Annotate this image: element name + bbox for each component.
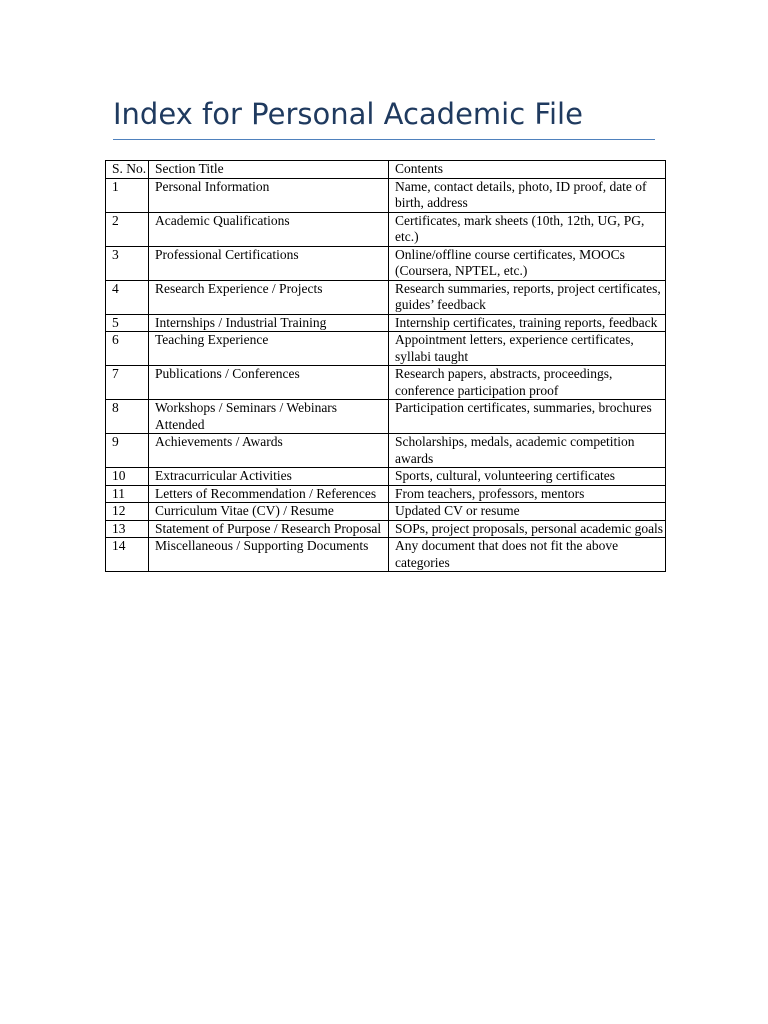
row-section-title: Miscellaneous / Supporting Documents [149, 538, 389, 572]
row-sno: 7 [106, 366, 149, 400]
row-sno: 8 [106, 400, 149, 434]
row-section-title: Research Experience / Projects [149, 280, 389, 314]
row-contents: Sports, cultural, volunteering certificates [389, 468, 666, 486]
header-section-title: Section Title [149, 161, 389, 179]
table-row [106, 468, 666, 486]
row-section-title: Publications / Conferences [149, 366, 389, 400]
table-row [106, 246, 666, 280]
row-sno: 2 [106, 212, 149, 246]
row-contents: Research papers, abstracts, proceedings, conference participation proof [389, 366, 666, 400]
row-section-title: Professional Certifications [149, 246, 389, 280]
table-row [106, 538, 666, 572]
row-sno: 4 [106, 280, 149, 314]
table-row [106, 280, 666, 314]
row-section-title: Letters of Recommendation / References [149, 485, 389, 503]
row-sno: 14 [106, 538, 149, 572]
row-section-title: Workshops / Seminars / Webinars Attended [149, 400, 389, 434]
row-contents: Appointment letters, experience certificates, syllabi taught [389, 332, 666, 366]
row-contents: Research summaries, reports, project certificates, guides’ feedback [389, 280, 666, 314]
row-contents: Name, contact details, photo, ID proof, date of birth, address [389, 178, 666, 212]
index-table-body [106, 161, 666, 572]
row-contents: Any document that does not fit the above categories [389, 538, 666, 572]
row-contents: Certificates, mark sheets (10th, 12th, UG, PG, etc.) [389, 212, 666, 246]
table-row [106, 314, 666, 332]
table-row [106, 366, 666, 400]
row-sno: 6 [106, 332, 149, 366]
row-contents: SOPs, project proposals, personal academic goals [389, 520, 666, 538]
row-section-title: Extracurricular Activities [149, 468, 389, 486]
table-row [106, 332, 666, 366]
row-section-title: Academic Qualifications [149, 212, 389, 246]
row-section-title: Achievements / Awards [149, 434, 389, 468]
row-contents: Updated CV or resume [389, 503, 666, 521]
table-header-row [106, 161, 666, 179]
row-sno: 9 [106, 434, 149, 468]
row-section-title: Teaching Experience [149, 332, 389, 366]
row-sno: 12 [106, 503, 149, 521]
row-contents: Online/offline course certificates, MOOCs (Coursera, NPTEL, etc.) [389, 246, 666, 280]
row-section-title: Internships / Industrial Training [149, 314, 389, 332]
title-underline-rule [113, 139, 655, 140]
table-row [106, 400, 666, 434]
table-row [106, 212, 666, 246]
row-sno: 11 [106, 485, 149, 503]
row-section-title: Personal Information [149, 178, 389, 212]
row-sno: 10 [106, 468, 149, 486]
row-contents: Scholarships, medals, academic competition awards [389, 434, 666, 468]
index-table [105, 160, 666, 572]
row-section-title: Curriculum Vitae (CV) / Resume [149, 503, 389, 521]
table-row [106, 520, 666, 538]
table-row [106, 485, 666, 503]
header-sno: S. No. [106, 161, 149, 179]
table-row [106, 434, 666, 468]
row-contents: From teachers, professors, mentors [389, 485, 666, 503]
row-contents: Participation certificates, summaries, brochures [389, 400, 666, 434]
table-row [106, 503, 666, 521]
header-contents: Contents [389, 161, 666, 179]
row-sno: 3 [106, 246, 149, 280]
row-section-title: Statement of Purpose / Research Proposal [149, 520, 389, 538]
table-row [106, 178, 666, 212]
row-sno: 5 [106, 314, 149, 332]
row-sno: 13 [106, 520, 149, 538]
document-title: Index for Personal Academic File [113, 97, 583, 131]
row-contents: Internship certificates, training reports, feedback [389, 314, 666, 332]
row-sno: 1 [106, 178, 149, 212]
